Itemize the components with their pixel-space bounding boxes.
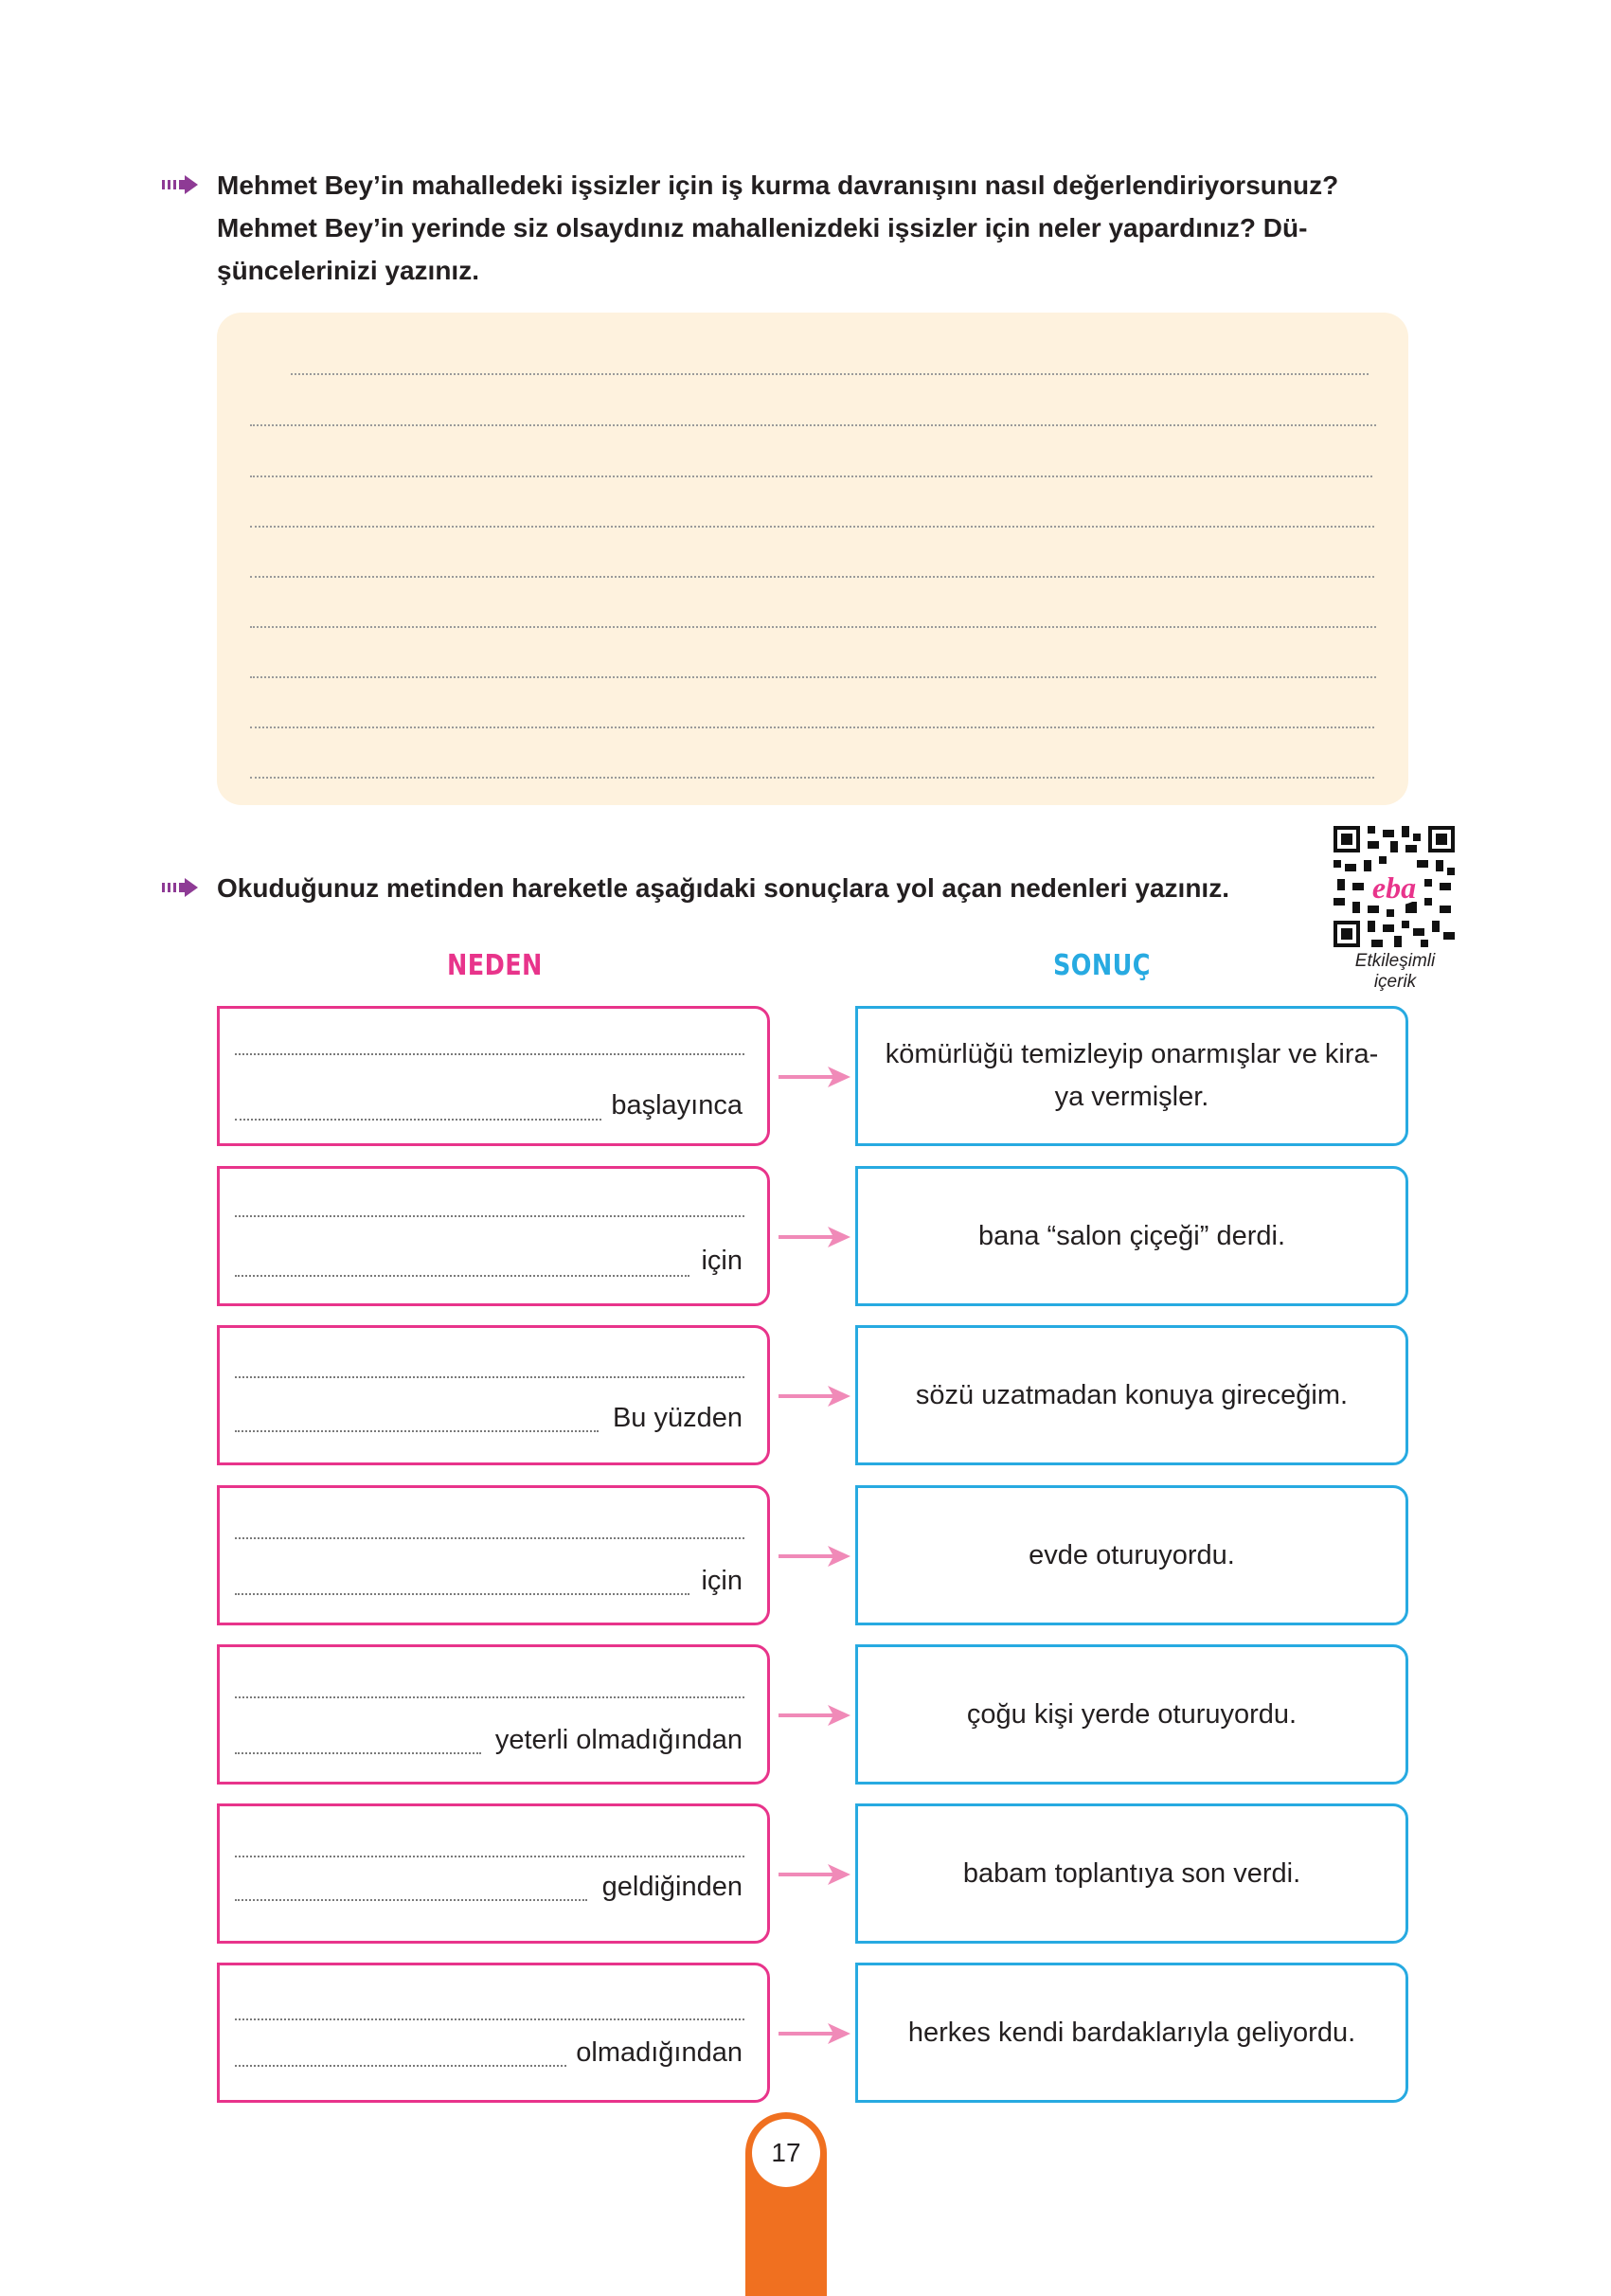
neden-box[interactable] — [217, 1644, 770, 1785]
question-1-line-3: şüncelerinizi yazınız. — [217, 256, 479, 285]
neden-box[interactable] — [217, 1485, 770, 1625]
neden-line — [235, 2065, 566, 2067]
answer-line — [250, 424, 1376, 426]
answer-line — [250, 626, 1376, 628]
arrow-right-icon — [777, 1223, 852, 1251]
sonuc-text-line-2: ya vermişler. — [1054, 1082, 1209, 1112]
neden-line — [235, 1537, 744, 1539]
sonuc-box — [855, 1006, 1408, 1146]
qr-caption — [1324, 951, 1466, 993]
neden-ending: başlayınca — [611, 1090, 743, 1121]
sonuc-text: sözü uzatmadan konuya gireceğim. — [915, 1379, 1349, 1410]
arrow-right-icon — [777, 1860, 852, 1889]
sonuc-box — [855, 1803, 1408, 1944]
answer-line — [291, 373, 1369, 375]
arrow-right-icon — [777, 1542, 852, 1570]
sonuc-text — [886, 1033, 1379, 1119]
sonuc-text-line-1: kömürlüğü temizleyip onarmışlar ve kira- — [885, 1039, 1379, 1069]
qr-caption-line-1: Etkileşimli — [1354, 951, 1436, 971]
answer-line — [250, 726, 1374, 728]
sonuc-text: babam toplantıya son verdi. — [962, 1857, 1301, 1889]
sonuc-box — [855, 1963, 1408, 2103]
neden-ending: Bu yüzden — [612, 1403, 743, 1433]
arrow-bullet-icon — [162, 878, 200, 897]
question-1-line-2: Mehmet Bey’in yerinde siz olsaydınız mahallenizdeki işsizler için neler yapardınız? Dü- — [217, 213, 1308, 242]
sonuc-text: çoğu kişi yerde oturuyordu. — [966, 1698, 1298, 1730]
neden-line — [235, 2018, 744, 2020]
answer-line — [250, 777, 1374, 779]
qr-code-icon[interactable] — [1334, 826, 1455, 947]
neden-line — [235, 1593, 689, 1595]
neden-ending: geldiğinden — [601, 1872, 743, 1902]
arrow-bullet-icon — [162, 175, 200, 194]
neden-column-header: NEDEN — [447, 949, 543, 982]
neden-line — [235, 1856, 744, 1857]
sonuc-box — [855, 1325, 1408, 1465]
sonuc-column-header: SONUÇ — [1053, 949, 1151, 982]
answer-line — [250, 526, 1374, 528]
arrow-right-icon — [777, 1382, 852, 1410]
neden-box[interactable] — [217, 1325, 770, 1465]
neden-ending: için — [701, 1566, 743, 1596]
neden-ending: yeterli olmadığından — [494, 1725, 743, 1755]
neden-line — [235, 1752, 481, 1754]
arrow-right-icon — [777, 2019, 852, 2048]
neden-line — [235, 1696, 744, 1698]
sonuc-text: evde oturuyordu. — [1029, 1539, 1235, 1570]
question-1-line-1: Mehmet Bey’in mahalledeki işsizler için iş kurma davranışını nasıl değerlendiriyorsunuz? — [217, 170, 1339, 200]
neden-line — [235, 1899, 587, 1901]
answer-line — [250, 576, 1374, 578]
arrow-right-icon — [777, 1063, 852, 1091]
answer-area[interactable] — [217, 313, 1408, 805]
neden-line — [235, 1376, 744, 1378]
neden-line — [235, 1119, 601, 1121]
neden-box[interactable] — [217, 1006, 770, 1146]
neden-line — [235, 1215, 744, 1217]
neden-ending: için — [701, 1246, 743, 1276]
question-2: Okuduğunuz metinden hareketle aşağıdaki sonuçlara yol açan nedenleri yazınız. — [217, 873, 1229, 903]
sonuc-text: herkes kendi bardaklarıyla geliyordu. — [907, 2017, 1356, 2048]
question-1 — [217, 164, 1410, 292]
neden-ending: olmadığından — [576, 2037, 743, 2068]
neden-box[interactable] — [217, 1963, 770, 2103]
neden-line — [235, 1275, 689, 1277]
sonuc-box — [855, 1644, 1408, 1785]
neden-box[interactable] — [217, 1166, 770, 1306]
page-number: 17 — [752, 2119, 820, 2187]
qr-caption-line-2: içerik — [1373, 972, 1417, 992]
answer-line — [250, 676, 1376, 678]
qr-logo: eba — [1371, 870, 1417, 905]
answer-line — [250, 475, 1372, 477]
neden-line — [235, 1430, 599, 1432]
arrow-right-icon — [777, 1701, 852, 1730]
sonuc-box — [855, 1166, 1408, 1306]
sonuc-text: bana “salon çiçeği” derdi. — [977, 1220, 1285, 1251]
neden-line — [235, 1053, 744, 1055]
sonuc-box — [855, 1485, 1408, 1625]
neden-box[interactable] — [217, 1803, 770, 1944]
